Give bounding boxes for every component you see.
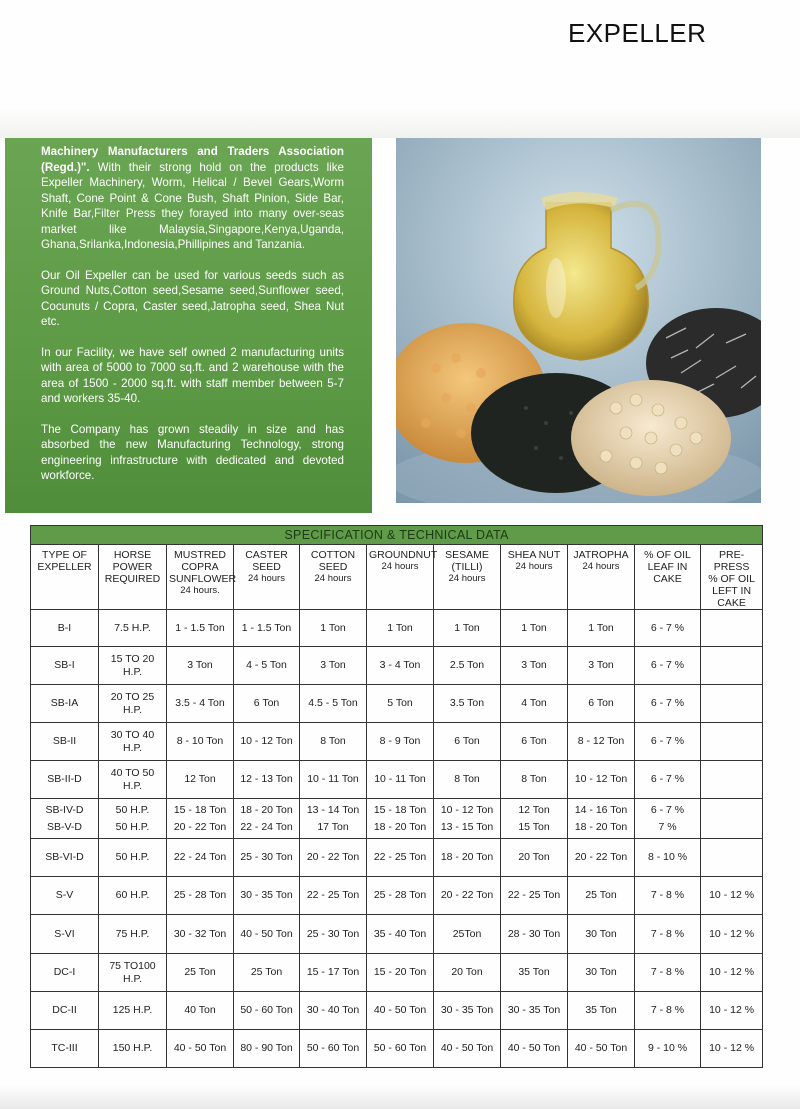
column-header-line: SEED [318,561,348,573]
table-cell: SB-IA [31,685,99,723]
table-cell: 25 - 28 Ton [167,877,234,915]
column-header [501,545,568,610]
table-cell: 7 - 8 % [635,992,701,1030]
table-cell: 150 H.P. [99,1030,167,1068]
table-cell: 60 H.P. [99,877,167,915]
table-cell: SB-II-D [31,761,99,799]
table-cell: 35 Ton [568,992,635,1030]
table-cell [701,799,763,839]
table-row [31,839,763,877]
table-cell: 10 - 12 % [701,954,763,992]
table-cell-line: SB-IV-D [45,803,84,816]
table-cell-line: 6 - 7 % [650,803,685,816]
table-cell: 1 - 1.5 Ton [234,610,300,647]
table-cell: 10 - 11 Ton [367,761,434,799]
table-cell: DC-I [31,954,99,992]
table-cell: 8 - 10 Ton [167,723,234,761]
table-cell: 22 - 25 Ton [300,877,367,915]
table-cell: 35 Ton [501,954,568,992]
table-cell: 3 - 4 Ton [367,647,434,685]
column-header [234,545,300,610]
table-cell [434,799,501,839]
table-cell [234,799,300,839]
table-cell: SB-I [31,647,99,685]
table-cell: 75 TO100 H.P. [99,954,167,992]
table-cell: 10 - 12 % [701,877,763,915]
table-cell: 10 - 12 Ton [234,723,300,761]
table-cell: 22 - 24 Ton [167,839,234,877]
table-cell: 10 - 12 % [701,1030,763,1068]
table-cell: 30 TO 40 H.P. [99,723,167,761]
table-cell: 22 - 25 Ton [367,839,434,877]
table-cell: 30 - 40 Ton [300,992,367,1030]
column-header-line: SHEA NUT [507,549,561,561]
table-cell [701,839,763,877]
column-header-line: JATROPHA [573,549,629,561]
table-cell: 10 - 12 % [701,915,763,954]
table-cell: 20 - 22 Ton [300,839,367,877]
spec-table-title: SPECIFICATION & TECHNICAL DATA [31,526,763,545]
table-cell: 50 - 60 Ton [234,992,300,1030]
table-cell: 7 - 8 % [635,954,701,992]
column-header [167,545,237,610]
table-cell: 3 Ton [300,647,367,685]
column-header-line: CAKE [653,573,682,585]
table-cell-line: 18 - 20 Ton [373,820,427,833]
table-cell [300,799,367,839]
table-cell: 25 Ton [234,954,300,992]
intro-paragraph-3: In our Facility, we have self owned 2 manufacturing units with area of 5000 to 7000 sq.ft. and 2 warehouse with the area of 1500 - 2000 sq.ft. with staff member between 5-7 and workers 35-40. [41,345,344,405]
table-cell: 1 Ton [568,610,635,647]
table-cell: 50 H.P. [99,839,167,877]
column-header-line: EXPELLER [37,561,92,573]
table-cell: 6 Ton [501,723,568,761]
spec-table-body [31,610,763,1068]
table-row [31,723,763,761]
table-cell: 8 Ton [501,761,568,799]
table-cell: 4 - 5 Ton [234,647,300,685]
column-header [568,545,635,610]
column-header-line: SUNFLOWER [169,573,237,585]
column-header [31,545,99,610]
table-cell: 25 Ton [568,877,635,915]
table-cell [167,799,234,839]
table-cell: 4.5 - 5 Ton [300,685,367,723]
page-title: EXPELLER [568,18,707,48]
oil-and-seeds-photo [396,138,761,503]
column-header-line: PRE-PRESS [713,549,750,573]
table-cell: 40 - 50 Ton [568,1030,635,1068]
table-cell: 1 Ton [501,610,568,647]
spec-table [30,525,763,1068]
oil-jar-seeds-illustration [396,138,761,503]
table-cell: SB-II [31,723,99,761]
table-row [31,954,763,992]
column-header [635,545,701,610]
table-cell [367,799,434,839]
table-row [31,799,763,839]
table-cell-line: 50 H.P. [115,820,150,833]
column-header-line: % OF OIL [644,549,691,561]
table-cell: 75 H.P. [99,915,167,954]
table-cell-line: 7 % [658,820,677,833]
column-header-line: (TILLI) [451,561,483,573]
table-cell: 40 - 50 Ton [167,1030,234,1068]
table-cell: 25 - 28 Ton [367,877,434,915]
table-cell-line: SB-V-D [46,820,82,833]
table-cell-line: 15 - 18 Ton [373,803,427,816]
table-cell: DC-II [31,992,99,1030]
table-cell: 6 Ton [234,685,300,723]
table-cell: 7 - 8 % [635,877,701,915]
table-cell: 35 - 40 Ton [367,915,434,954]
column-header-line: COPRA [181,561,219,573]
table-cell [568,799,635,839]
table-cell: 40 - 50 Ton [434,1030,501,1068]
table-cell-line: 15 Ton [518,820,550,833]
table-cell: 30 - 35 Ton [234,877,300,915]
table-cell: 20 - 22 Ton [434,877,501,915]
table-cell: 7.5 H.P. [99,610,167,647]
table-cell: 125 H.P. [99,992,167,1030]
table-cell: 15 - 20 Ton [367,954,434,992]
table-cell: 50 - 60 Ton [300,1030,367,1068]
table-cell [501,799,568,839]
spec-table-header-row [31,545,763,610]
table-cell: 3 Ton [568,647,635,685]
table-cell: 12 Ton [167,761,234,799]
bottom-shadow [0,1085,800,1109]
table-row [31,877,763,915]
table-cell: 80 - 90 Ton [234,1030,300,1068]
table-cell-line: 10 - 12 Ton [440,803,494,816]
table-row [31,1030,763,1068]
table-cell: B-I [31,610,99,647]
column-header-duration: 24 hours [248,573,285,584]
column-header-line: COTTON [310,549,356,561]
column-header-duration: 24 hours [381,561,419,572]
intro-paragraph-1 [41,144,344,253]
column-header-duration: 24 hours [314,573,352,584]
table-cell: 6 - 7 % [635,647,701,685]
table-cell: 40 Ton [167,992,234,1030]
table-cell-line: 50 H.P. [115,803,150,816]
table-cell: 10 - 12 % [701,992,763,1030]
column-header [701,545,763,610]
table-cell-line: 20 - 22 Ton [173,820,227,833]
table-cell [99,799,167,839]
table-cell: 6 - 7 % [635,610,701,647]
column-header-line: REQUIRED [104,573,161,585]
table-cell-line: 17 Ton [317,820,349,833]
table-row [31,685,763,723]
table-cell: 10 - 11 Ton [300,761,367,799]
table-cell: 30 - 35 Ton [501,992,568,1030]
table-cell: 12 - 13 Ton [234,761,300,799]
table-cell: 3.5 - 4 Ton [167,685,234,723]
column-header-line: SESAME [445,549,489,561]
table-cell-line: 13 - 14 Ton [306,803,360,816]
table-cell: 25 - 30 Ton [300,915,367,954]
table-cell: 30 Ton [568,915,635,954]
table-row [31,761,763,799]
table-cell: 30 Ton [568,954,635,992]
table-cell: 4 Ton [501,685,568,723]
table-cell: 8 Ton [300,723,367,761]
table-cell: 2.5 Ton [434,647,501,685]
intro-paragraph-2: Our Oil Expeller can be used for various seeds such as Ground Nuts,Cotton seed,Sesame seed,Sunflower seed, Cocunuts / Copra, Caster seed,Jatropha seed, Shea Nut etc. [41,268,344,328]
table-cell: 8 - 10 % [635,839,701,877]
table-cell: 6 Ton [568,685,635,723]
table-cell: 50 - 60 Ton [367,1030,434,1068]
table-cell: 30 - 32 Ton [167,915,234,954]
column-header-line: HORSE [113,549,152,561]
column-header-line: MUSTRED [174,549,226,561]
column-header [300,545,367,610]
column-header-line: CASTER [245,549,288,561]
table-cell: 15 TO 20 H.P. [99,647,167,685]
table-cell: 10 - 12 Ton [568,761,635,799]
table-cell: 6 Ton [434,723,501,761]
table-cell: 40 TO 50 H.P. [99,761,167,799]
table-cell: 25 - 30 Ton [234,839,300,877]
intro-panel [5,138,372,513]
table-cell-line: 14 - 16 Ton [574,803,628,816]
top-shadow [0,108,800,138]
table-cell: 9 - 10 % [635,1030,701,1068]
table-cell [701,647,763,685]
column-header-duration: 24 hours. [180,585,220,596]
table-cell: 25Ton [434,915,501,954]
association-name: Machinery Manufacturers and Traders Association (Regd.)". [41,145,344,174]
column-header-line: TYPE OF [42,549,87,561]
table-cell-line: 15 - 18 Ton [173,803,227,816]
table-cell: 30 - 35 Ton [434,992,501,1030]
column-header [434,545,501,610]
table-cell: 6 - 7 % [635,761,701,799]
column-header-duration: 24 hours [515,561,553,572]
table-cell: 18 - 20 Ton [434,839,501,877]
table-cell: 15 - 17 Ton [300,954,367,992]
table-row [31,647,763,685]
table-cell: 8 - 12 Ton [568,723,635,761]
table-cell-line: 22 - 24 Ton [240,820,293,833]
table-cell-line: 18 - 20 Ton [240,803,293,816]
column-header-line: POWER [112,561,153,573]
table-cell: 1 Ton [300,610,367,647]
table-cell: 1 - 1.5 Ton [167,610,234,647]
table-cell: 20 Ton [501,839,568,877]
table-cell: 3 Ton [501,647,568,685]
table-cell: S-VI [31,915,99,954]
table-cell-line: 13 - 15 Ton [440,820,494,833]
table-cell: 25 Ton [167,954,234,992]
table-cell: 8 - 9 Ton [367,723,434,761]
table-cell-line: 12 Ton [518,803,550,816]
table-row [31,610,763,647]
table-cell: 1 Ton [434,610,501,647]
table-cell: 40 - 50 Ton [367,992,434,1030]
table-cell [701,761,763,799]
table-cell: 20 - 22 Ton [568,839,635,877]
table-cell [701,610,763,647]
table-cell [701,685,763,723]
table-cell: 22 - 25 Ton [501,877,568,915]
table-cell: 40 - 50 Ton [501,1030,568,1068]
table-cell: 5 Ton [367,685,434,723]
table-cell: 3 Ton [167,647,234,685]
column-header [367,545,438,610]
table-cell: 20 TO 25 H.P. [99,685,167,723]
intro-paragraph-1-text: With their strong hold on the products like Expeller Machinery, Worm, Helical / Bevel Gears,Worm Shaft, Cone Point & Cone Bush, Shaft Pinion, Side Bar, Knife Bar,Filter Press they forayed into many over-seas market like Malaysia,Singapore,Kenya,Uganda, Ghana,Srilanka,Indonesia,Phillipines and Tanzania. [41,160,344,251]
table-cell: TC-III [31,1030,99,1068]
column-header-line: GROUNDNUT [369,549,438,561]
table-cell: SB-VI-D [31,839,99,877]
table-row [31,992,763,1030]
table-cell: 7 - 8 % [635,915,701,954]
table-row [31,915,763,954]
column-header [99,545,167,610]
table-cell-line: 18 - 20 Ton [574,820,628,833]
table-cell: 6 - 7 % [635,685,701,723]
spec-table-container [30,525,762,1060]
column-header-duration: 24 hours [448,573,486,584]
table-cell: 1 Ton [367,610,434,647]
table-cell: 20 Ton [434,954,501,992]
column-header-line: SEED [252,561,281,573]
column-header-line: LEFT IN CAKE [712,585,752,609]
table-cell [701,723,763,761]
column-header-line: % OF OIL [708,573,755,585]
table-cell: 3.5 Ton [434,685,501,723]
table-cell [31,799,99,839]
table-cell: 6 - 7 % [635,723,701,761]
table-cell: 8 Ton [434,761,501,799]
intro-paragraph-4: The Company has grown steadily in size and has absorbed the new Manufacturing Technology, strong engineering infrastructure with dedicated and devoted workforce. [41,422,344,482]
column-header-duration: 24 hours [582,561,620,572]
column-header-line: LEAF IN [647,561,688,573]
table-cell: 40 - 50 Ton [234,915,300,954]
table-cell [635,799,701,839]
table-cell: 28 - 30 Ton [501,915,568,954]
table-cell: S-V [31,877,99,915]
